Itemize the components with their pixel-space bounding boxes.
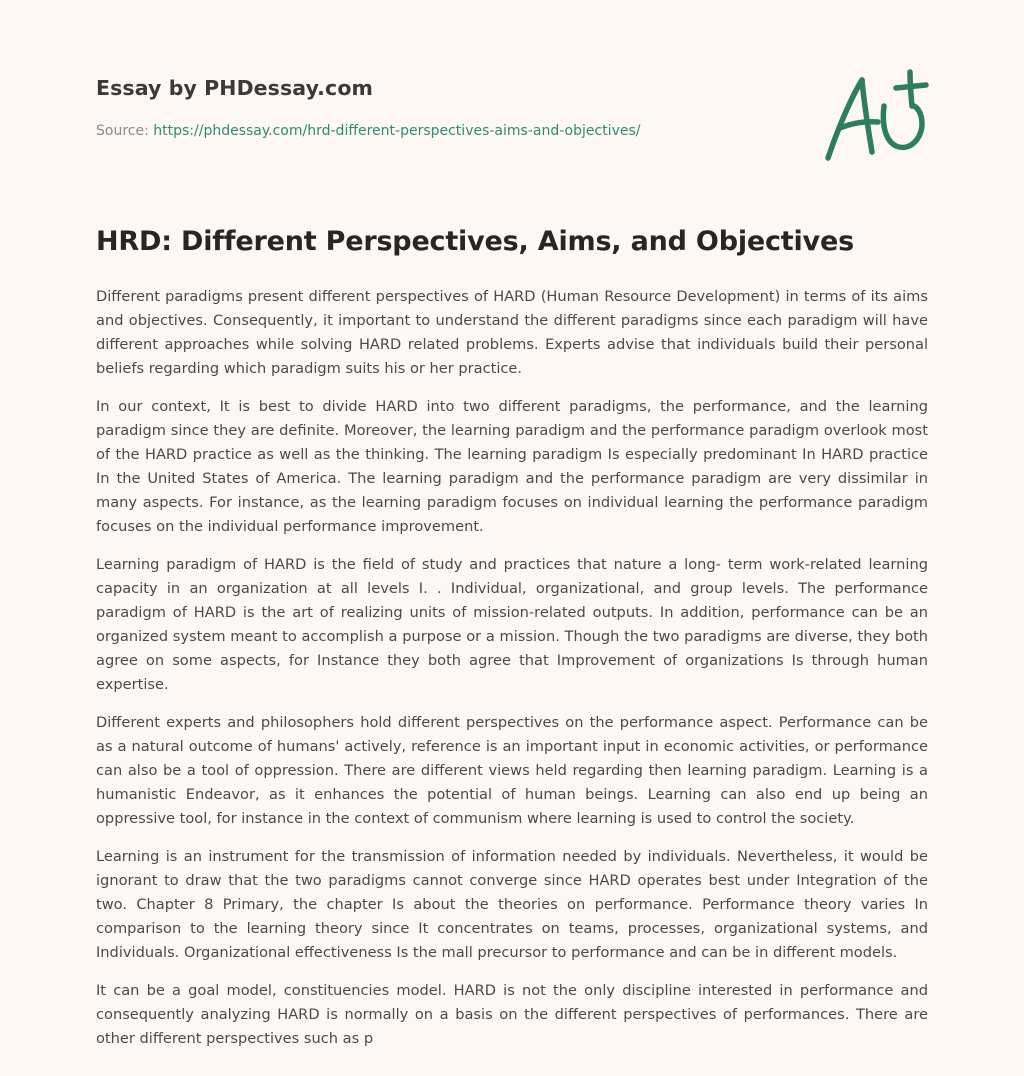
source-label: Source: — [96, 123, 154, 139]
essay-title: HRD: Different Perspectives, Aims, and Objectives — [96, 226, 854, 257]
essay-paragraph: Different paradigms present different perspectives of HARD (Human Resource Development) in terms of its aims and objectives. Consequently, it important to understand the different paradigms since each paradigm will have different approaches while solving HARD related problems. Experts advise that individuals build their personal beliefs regarding which paradigm suits his or her practice. — [96, 288, 928, 377]
essay-header — [96, 76, 736, 139]
a-plus-grade-icon — [818, 66, 930, 166]
essay-paragraph: It can be a goal model, constituencies model. HARD is not the only discipline interested in performance and consequently analyzing HARD is normally on a basis on the different perspectives of performances. There are other different perspectives such as p — [96, 982, 928, 1047]
essay-paragraph: Learning is an instrument for the transmission of information needed by individuals. Nevertheless, it would be ignorant to draw that the two paradigms cannot converge since HARD operates best under Integration of the two. Chapter 8 Primary, the chapter Is about the theories on performance. Performance theory varies In comparison to the learning theory since It concentrates on teams, processes, organizational systems, and Individuals. Organizational effectiveness Is the mall precursor to performance and can be in different models. — [96, 848, 928, 961]
brand-title: Essay by PHDessay.com — [96, 76, 373, 100]
essay-body — [96, 285, 928, 1065]
essay-paragraph: Different experts and philosophers hold different perspectives on the performance aspect. Performance can be as a natural outcome of humans' actively, reference is an important input in economic activities, or performance can also be a tool of oppression. There are different views held regarding then learning paradigm. Learning is a humanistic Endeavor, as it enhances the potential of human beings. Learning can also end up being an oppressive tool, for instance in the context of communism where learning is used to control the society. — [96, 714, 928, 827]
essay-paragraph: In our context, It is best to divide HARD into two different paradigms, the performance, and the learning paradigm since they are definite. Moreover, the learning paradigm and the performance paradigm overlook most of the HARD practice as well as the thinking. The learning paradigm Is especially predominant In HARD practice In the United States of America. The learning paradigm and the performance paradigm are very dissimilar in many aspects. For instance, as the learning paradigm focuses on individual learning the performance paradigm focuses on the individual performance improvement. — [96, 398, 928, 535]
source-line — [96, 123, 736, 139]
essay-paragraph: Learning paradigm of HARD is the field of study and practices that nature a long- term work-related learning capacity in an organization at all levels I. . Individual, organizational, and group levels. The performance paradigm of HARD is the art of realizing units of mission-related outputs. In addition, performance can be an organized system meant to accomplish a purpose or a mission. Though the two paradigms are diverse, they both agree on some aspects, for Instance they both agree that Improvement of organizations Is through human expertise. — [96, 556, 928, 693]
source-link[interactable]: https://phdessay.com/hrd-different-perspectives-aims-and-objectives/ — [153, 123, 641, 139]
